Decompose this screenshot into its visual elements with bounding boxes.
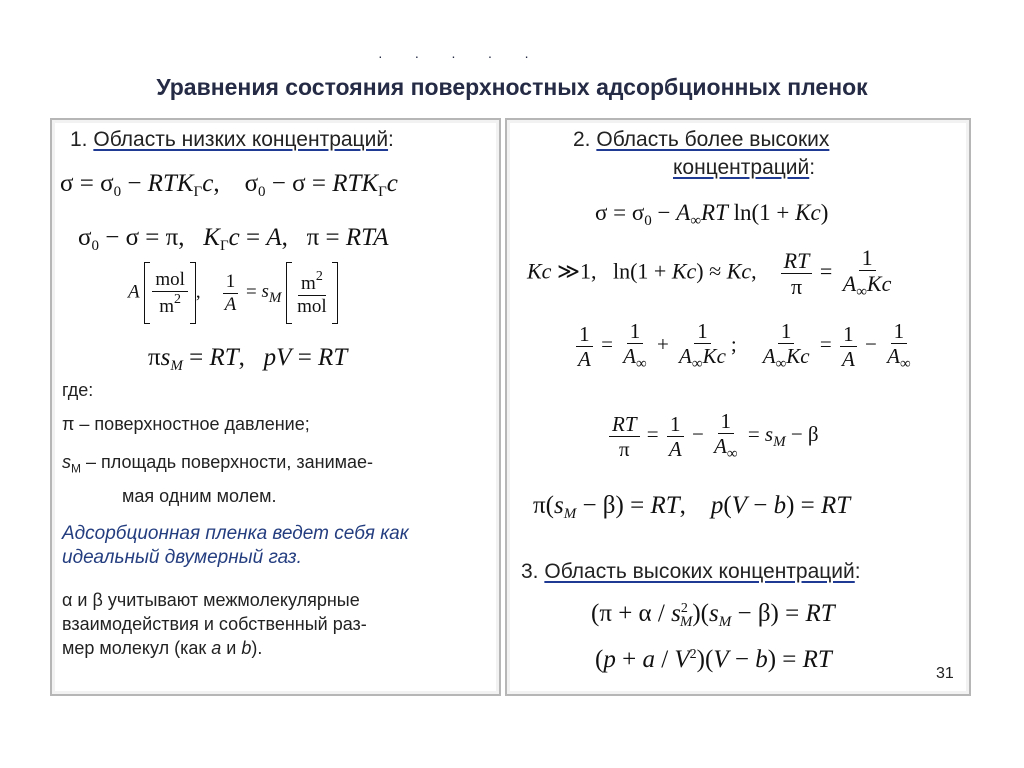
left-heading: 1. Область низких концентраций: xyxy=(70,128,394,151)
right-heading-2: 2. Область более высоких xyxy=(573,128,830,151)
formula-pisM: $\pi s_M$ = RT, pV = RT xyxy=(148,344,348,374)
ideal-gas-note: Адсорбционная пленка ведет себя как идеальный двумерный газ. xyxy=(62,523,409,568)
formula-pi-beta: $\pi(s_M - \beta)$ = RT, p(V − b) = RT xyxy=(533,492,851,522)
sm-definition: $s_M$ – площадь поверхности, занимае- xyxy=(62,452,374,476)
formula-vdw-gas: $(p + a / V^2)(V - b)$ = RT xyxy=(595,646,832,673)
where-label: где: xyxy=(62,380,94,400)
page-number: 31 xyxy=(936,665,954,682)
title-top-marks: · · · · · xyxy=(378,48,543,64)
sm-definition-cont: мая одним молем. xyxy=(122,486,277,506)
right-heading-2-line2: концентраций: xyxy=(673,156,816,179)
pi-definition: π – поверхностное давление; xyxy=(62,414,310,434)
formula-units: A $\frac{\text{mol}}{m^2}$ , $\frac{1}{A}$ = $s_M$ $\frac{m^2}{\text{mol}}$ xyxy=(128,262,338,324)
formula-rt-pi: $\frac{RT}{\pi}$ = $\frac{1}{A}$ − $\frac{1}{A_\infty}$ = $s_M - \beta$ xyxy=(607,410,819,463)
formula-sigma-ln: $\sigma = \sigma_0 - A_\infty RT$ ln(1 + Kc) xyxy=(595,200,829,229)
formula-sigma-low: $\sigma = \sigma_0 - RTK_Гc$, $\sigma_0 - \sigma = RTK_Гc$ xyxy=(60,170,398,200)
formula-langmuir: $\frac{1}{A}$ = $\frac{1}{A_\infty}$ + $\frac{1}{A_\infty Kc}$ ; $\frac{1}{A_\infty Kc}$ = $\frac{1}{A}$ − $\frac{1}{A_\infty}$ xyxy=(578,319,911,373)
right-heading-3: 3. Область высоких концентраций: xyxy=(521,560,861,583)
formula-pi-rta: $\sigma_0 - \sigma = \pi$, $K_Гc = A$, π = RTA xyxy=(78,224,389,254)
right-panel xyxy=(505,118,971,696)
formula-kc-approx: Kc ≫1, ln(1 + Kc) ≈ Kc, $\frac{RT}{\pi}$ = $\frac{1}{A_\infty Kc}$ xyxy=(527,245,892,301)
formula-vdw-surface: $(\pi + \alpha / s^2_M)(s_M - \beta)$ = RT xyxy=(591,600,835,630)
alpha-beta-note: α и β учитывают межмолекулярные взаимодействия и собственный раз- мер молекул (как a и b). xyxy=(62,590,367,658)
slide-title: Уравнения состояния поверхностных адсорбционных пленок xyxy=(156,74,868,100)
left-panel xyxy=(50,118,501,696)
